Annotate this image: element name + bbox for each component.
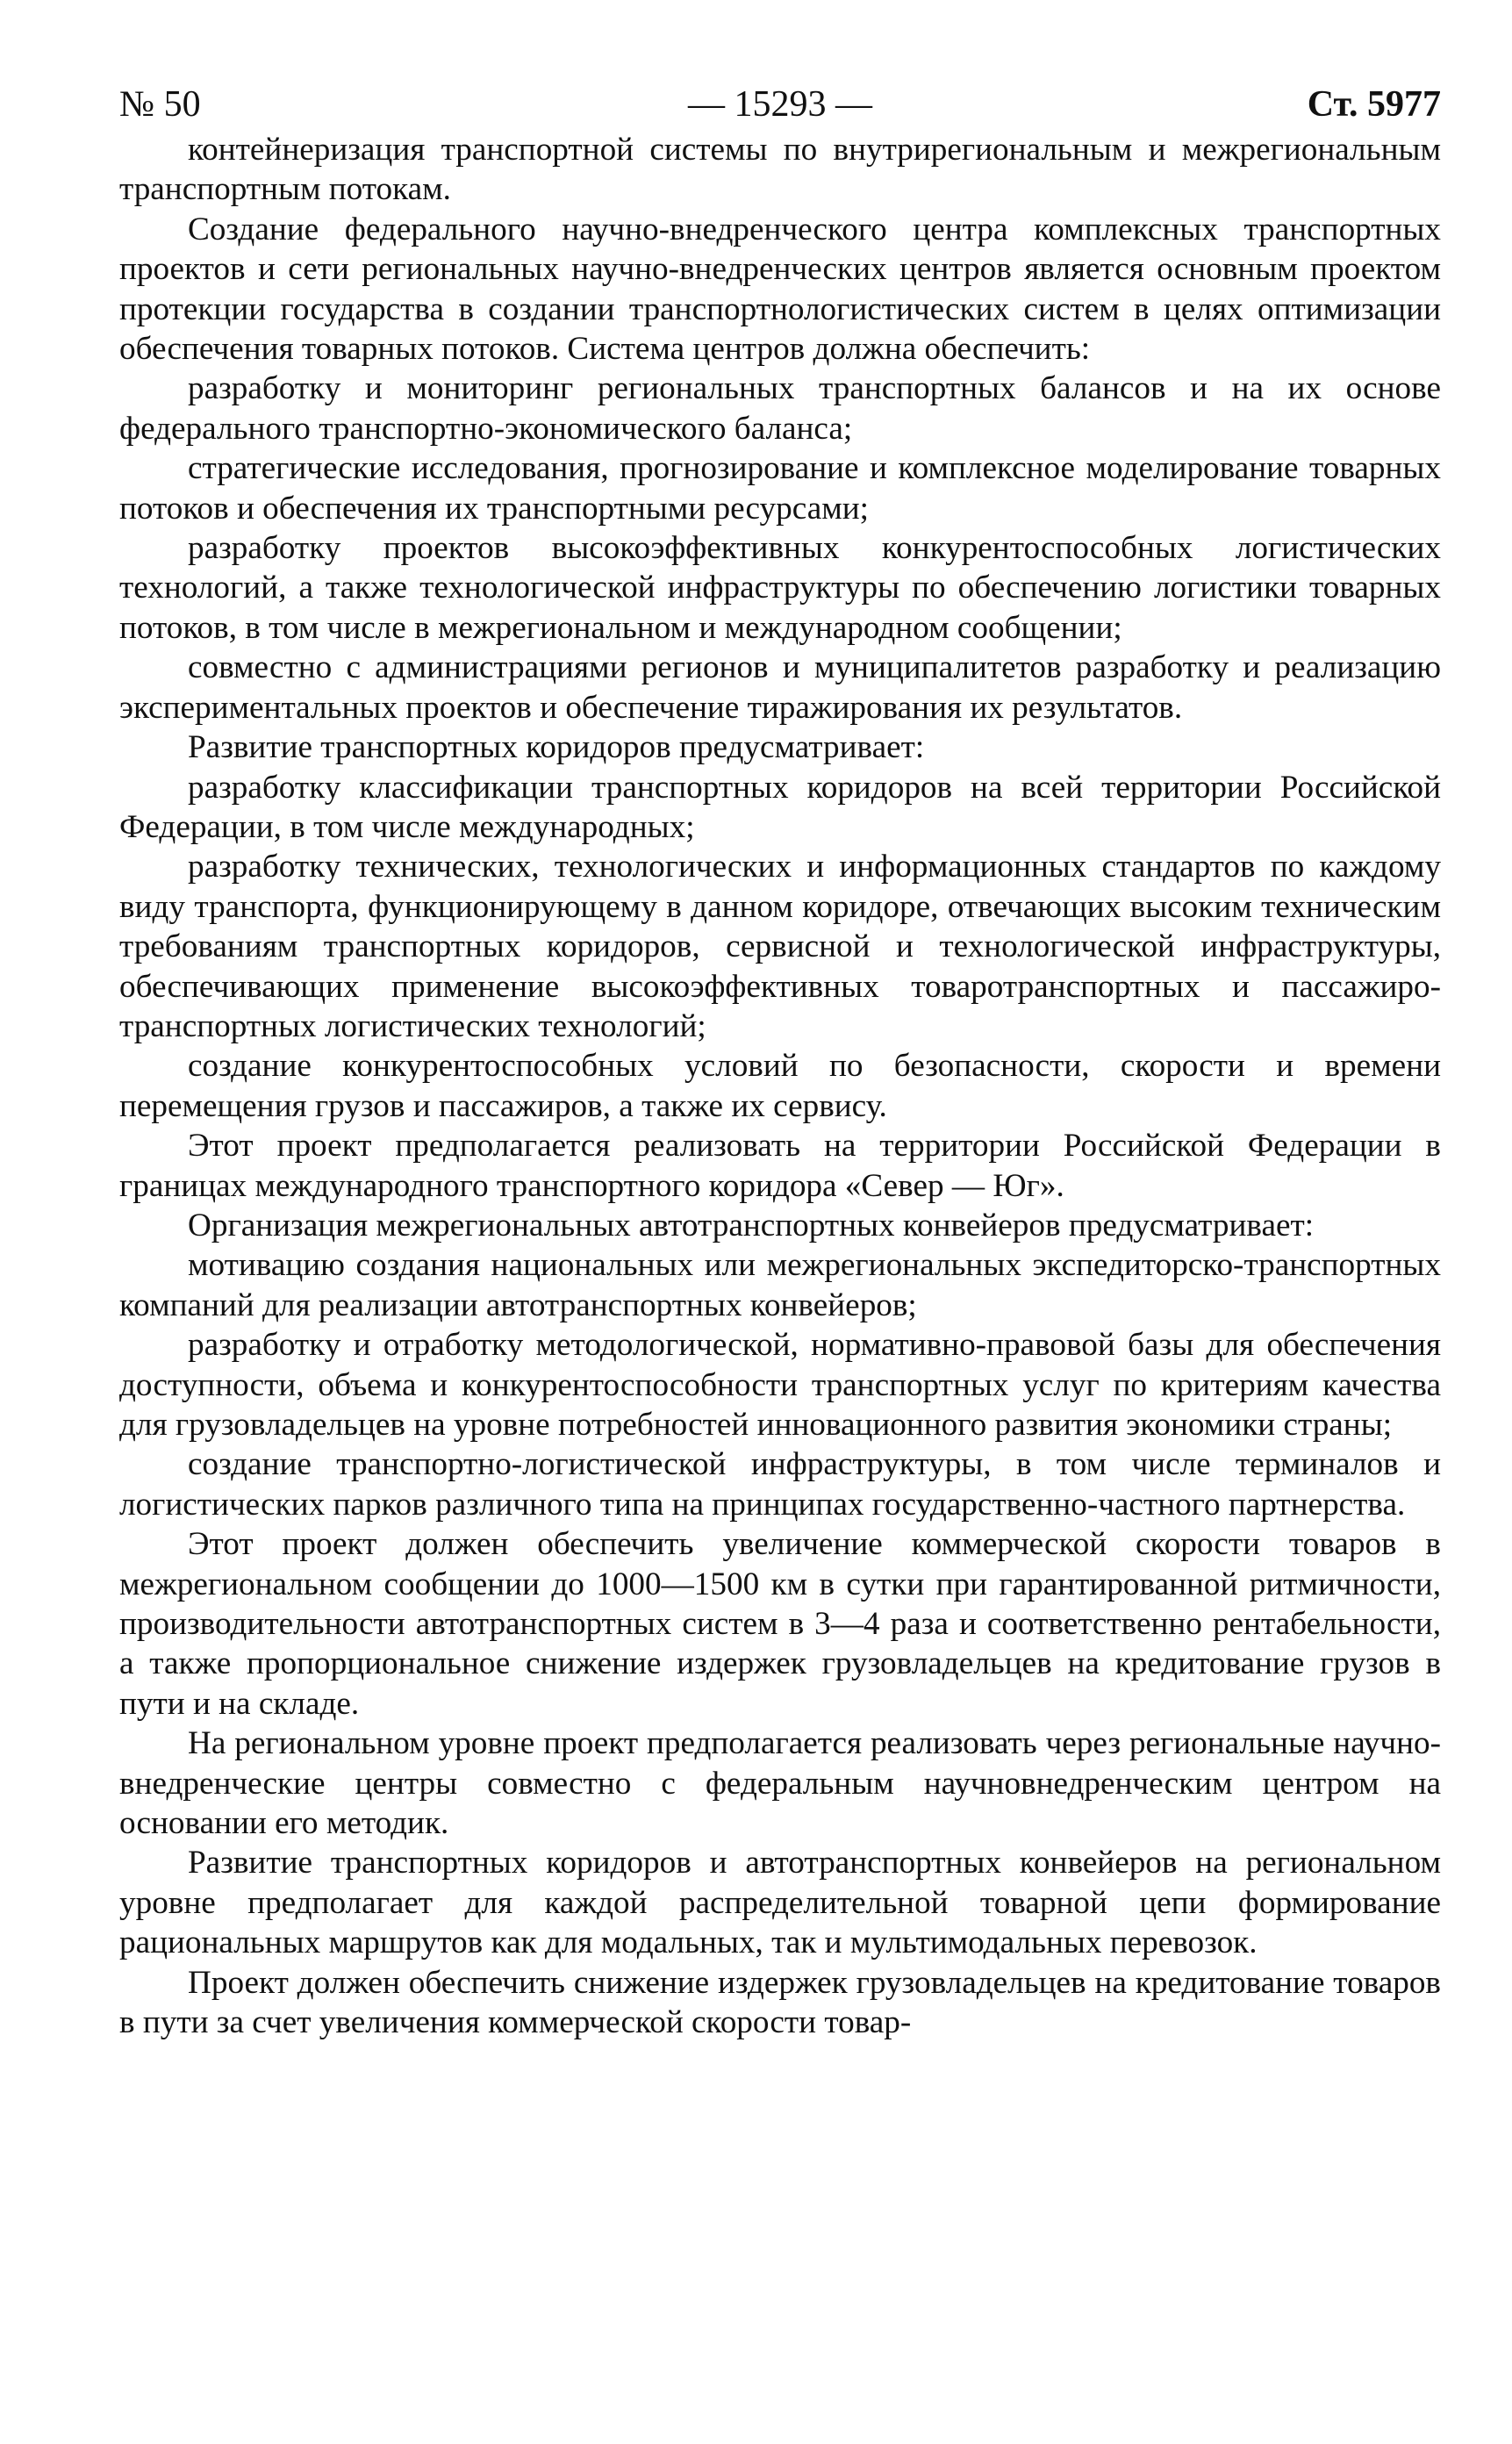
paragraph: разработку проектов высокоэффективных конкурентоспособных логистических технологий, а также технологической инфраструктуры по обеспечению логистики товарных потоков, в том числе в межрегиональном и международном сообщении;	[119, 530, 1441, 646]
paragraph: контейнеризация транспортной системы по внутрирегиональным и межрегиональным транспортным потокам.	[119, 132, 1441, 208]
paragraph: создание конкурентоспособных условий по безопасности, скорости и времени перемещения грузов и пассажиров, а также их сервису.	[119, 1048, 1441, 1124]
paragraph: разработку классификации транспортных коридоров на всей территории Российской Федерации, в том числе международных;	[119, 769, 1441, 845]
paragraph: Этот проект должен обеспечить увеличение коммерческой скорости товаров в межрегиональном сообщении до 1000—1500 км в сутки при гарантированной ритмичности, производительности автотранспортных систем в 3—4 раза и соответственно рентабельности, а также пропорциональное снижение издержек грузовладельцев на кредитование грузов в пути и на складе.	[119, 1526, 1441, 1722]
document-page	[119, 68, 1441, 2043]
paragraph: стратегические исследования, прогнозирование и комплексное моделирование товарных потоков и обеспечения их транспортными ресурсами;	[119, 450, 1441, 527]
paragraph: создание транспортно-логистической инфраструктуры, в том числе терминалов и логистических парков различного типа на принципах государственно-частного партнерства.	[119, 1446, 1441, 1523]
paragraph: мотивацию создания национальных или межрегиональных экспедиторско-транспортных компаний для реализации автотранспортных конвейеров;	[119, 1247, 1441, 1323]
paragraph: Создание федерального научно-внедренческого центра комплексных транспортных проектов и сети региональных научно-внедренческих центров является основным проектом протекции государства в создании транспортнологистических систем в целях оптимизации обеспечения товарных потоков. Система центров должна обеспечить:	[119, 211, 1441, 368]
paragraph: Проект должен обеспечить снижение издержек грузовладельцев на кредитование товаров в пути за счет увеличения коммерческой скорости товар-	[119, 1964, 1441, 2041]
paragraph: совместно с администрациями регионов и муниципалитетов разработку и реализацию экспериментальных проектов и обеспечение тиражирования их результатов.	[119, 649, 1441, 726]
paragraph: Этот проект предполагается реализовать на территории Российской Федерации в границах международного транспортного коридора «Север — Юг».	[119, 1128, 1441, 1204]
paragraph: Развитие транспортных коридоров предусматривает:	[188, 729, 925, 766]
paragraph: Организация межрегиональных автотранспортных конвейеров предусматривает:	[188, 1207, 1315, 1244]
paragraph: Развитие транспортных коридоров и автотранспортных конвейеров на региональном уровне предполагает для каждой распределительной товарной цепи формирование рациональных маршрутов как для модальных, так и мультимодальных перевозок.	[119, 1845, 1441, 1961]
issue-number: № 50	[119, 84, 201, 125]
document-body	[119, 130, 1441, 2043]
page-header	[119, 68, 1441, 130]
paragraph: разработку технических, технологических и информационных стандартов по каждому виду транспорта, функционирующему в данном коридоре, отвечающих высоким техническим требованиям транспортных коридоров, сервисной и технологической инфраструктуры, обеспечивающих применение высокоэффективных товаротранспортных и пассажиро-транспортных логистических технологий;	[119, 849, 1441, 1044]
page-number: — 15293 —	[688, 84, 872, 125]
article-number: Ст. 5977	[1307, 84, 1441, 125]
paragraph: разработку и отработку методологической, нормативно-правовой базы для обеспечения доступности, объема и конкурентоспособности транспортных услуг по критериям качества для грузовладельцев на уровне потребностей инновационного развития экономики страны;	[119, 1327, 1441, 1443]
paragraph: разработку и мониторинг региональных транспортных балансов и на их основе федерального транспортно-экономического баланса;	[119, 370, 1441, 447]
paragraph: На региональном уровне проект предполагается реализовать через региональные научно-внедренческие центры совместно с федеральным научновнедренческим центром на основании его методик.	[119, 1725, 1441, 1842]
